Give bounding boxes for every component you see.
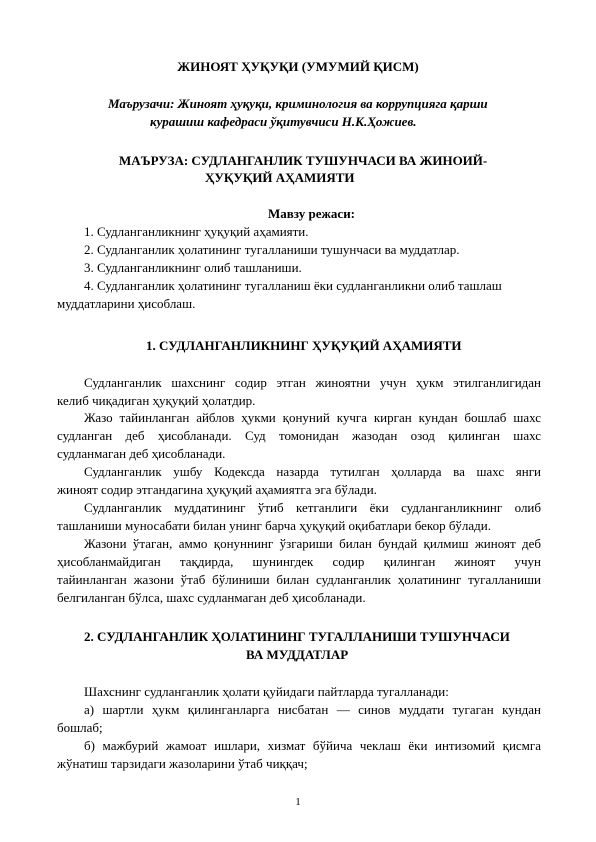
section-1-line: келиб чиқадиган ҳуқуқий ҳолатдир. <box>57 393 256 408</box>
section-1-line: судланмаган деб ҳисобланади. <box>57 446 226 461</box>
section-2-line: жўнатиш тарзидаги жазоларини ўтаб чиққач; <box>57 756 308 771</box>
section-1-line: Жазо тайинланган айблов ҳукми қонуний кучга кирган кундан бошлаб шахс <box>84 410 541 425</box>
plan-item: 4. Судланганлик ҳолатининг тугалланиш ёки судланганликни олиб ташлаш <box>84 278 502 293</box>
course-title: ЖИНОЯТ ҲУҚУҚИ (УМУМИЙ ҚИСМ) <box>177 59 419 74</box>
section-1-line: Судланганлик муддатининг ўтиб кетганлиги ёки судланганликнинг олиб <box>84 500 541 515</box>
section-1-line: судланган деб ҳисобланади. Суд томонидан жазодан озод қилинган шахс <box>57 428 541 443</box>
section-2-line: а) шартли ҳукм қилинганларга нисбатан — синов муддати тугаган кундан <box>84 702 541 717</box>
plan-item-continuation: муддатларини ҳисоблаш. <box>57 296 196 311</box>
lecturer-line-2: курашиш кафедраси ўқитувчиси Н.К.Ҳожиев. <box>150 114 417 129</box>
section-1-line: белгиланган бўлса, шахс судланмаган деб ҳисобланади. <box>57 590 366 605</box>
section-1-line: Судланганлик ушбу Кодексда назарда тутилган ҳолларда ва шахс янги <box>84 464 541 479</box>
section-2-line: б) мажбурий жамоат ишлари, хизмат бўйича чеклаш ёки интизомий қисмга <box>84 738 541 753</box>
plan-item: 3. Судланганликнинг олиб ташланиши. <box>84 260 302 275</box>
section-2-line: Шахснинг судланганлик ҳолати қуйидаги пайтларда тугалланади: <box>84 684 449 699</box>
section-1-line: ташланиши муносабати билан унинг барча ҳуқуқий оқибатлари бекор бўлади. <box>57 518 492 533</box>
plan-heading: Мавзу режаси: <box>268 206 356 221</box>
lecture-title-line-1: МАЪРУЗА: СУДЛАНГАНЛИК ТУШУНЧАСИ ВА ЖИНОИЙ- <box>119 153 488 168</box>
lecturer-line-1: Маърузачи: Жиноят ҳуқуқи, криминология ва коррупцияга қарши <box>108 96 488 111</box>
section-2-heading-line-1: 2. СУДЛАНГАНЛИК ҲОЛАТИНИНГ ТУГАЛЛАНИШИ ТУШУНЧАСИ <box>84 629 510 644</box>
section-1-line: Судланганлик шахснинг содир этган жиноятни учун ҳукм этилганлигидан <box>84 375 541 390</box>
section-1-line: ҳисобланмайдиган тақдирда, шунингдек содир қилинган жиноят учун <box>57 554 541 569</box>
section-2-heading-line-2: ВА МУДДАТЛАР <box>246 647 349 662</box>
section-2-line: бошлаб; <box>57 720 103 735</box>
plan-item: 1. Судланганликнинг ҳуқуқий аҳамияти. <box>84 224 309 239</box>
plan-item: 2. Судланганлик ҳолатининг тугалланиши тушунчаси ва муддатлар. <box>84 242 460 257</box>
section-1-line: жиноят содир этгандагина ҳуқуқий аҳамиятга эга бўлади. <box>57 482 377 497</box>
page-number: 1 <box>295 796 301 808</box>
lecture-title-line-2: ҲУҚУҚИЙ АҲАМИЯТИ <box>205 170 355 185</box>
section-1-line: тайинланган жазони ўтаб бўлиниши билан судланганлик ҳолатининг тугалланиши <box>57 572 541 587</box>
section-1-heading: 1. СУДЛАНГАНЛИКНИНГ ҲУҚУҚИЙ АҲАМИЯТИ <box>146 338 462 353</box>
section-1-line: Жазони ўтаган, аммо қонуннинг ўзгариши билан бундай қилмиш жиноят деб <box>84 536 541 551</box>
